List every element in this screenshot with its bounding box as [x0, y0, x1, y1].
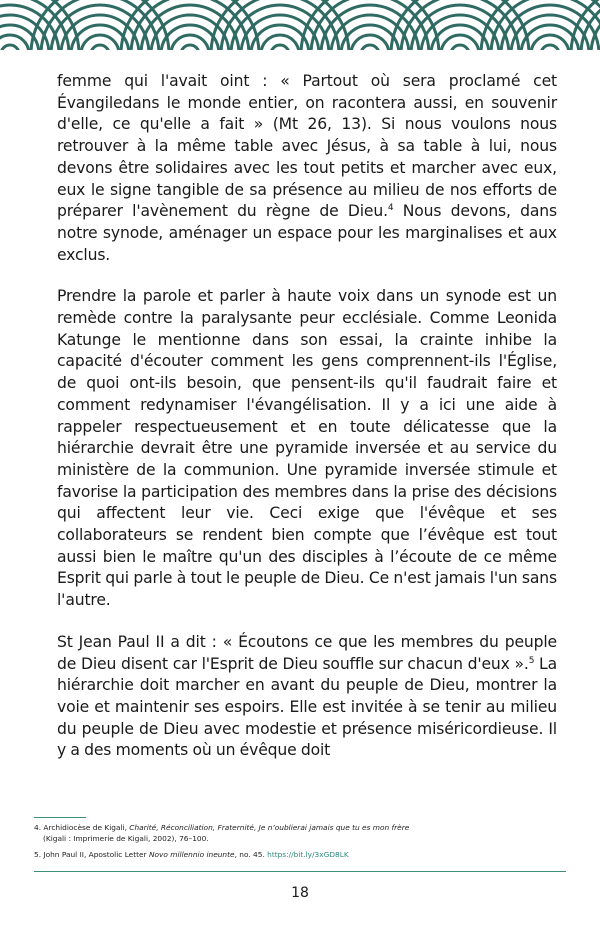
body-text [57, 71, 557, 762]
footnote-title: Novo millennio ineunte [148, 850, 235, 859]
decorative-header-band [0, 0, 600, 50]
footnote-number: 5. [34, 850, 42, 859]
footnote-rest: , no. 45. [234, 850, 268, 859]
footnote-lead: Archidiocèse de Kigali, [43, 823, 130, 832]
footnote-5 [34, 849, 554, 860]
header-arc [261, 35, 299, 50]
paragraph-2 [57, 286, 557, 612]
paragraph-text: femme qui l'avait oint : « Partout où sera proclamé cet Évangiledans le monde entier, on racontera aussi, en souvenir d'elle, ce qu'elle a fait » (Mt 26, 13). Si nous voulons nous retrouver à la même table avec Jésus, à sa table à lui, nous devons être solidaires avec les tout petits et marcher avec eux, eux le signe tangible de sa présence au milieu de nos efforts de préparer l'avènement du règne de Dieu. [57, 72, 557, 221]
header-arc [451, 45, 469, 50]
header-arc [271, 45, 289, 50]
footnote-ref-4[interactable]: 4 [387, 203, 394, 214]
header-arc [541, 45, 559, 50]
footnotes [34, 822, 554, 860]
paragraph-text: St Jean Paul II a dit : « Écoutons ce que les membres du peuple de Dieu disent car l'Esprit de Dieu souffle sur chacun d'eux ». [57, 632, 557, 673]
footnote-ref-5[interactable]: 5 [528, 655, 535, 666]
paragraph-text: La hiérarchie doit marcher en avant du peuple de Dieu, montrer la voie et maintenir ses espoirs. Elle est invitée à se tenir au milieu du peuple de Dieu avec modestie et présence miséricordieuse. Il y a des moments où un évêque doit [57, 654, 557, 760]
header-arc [81, 35, 119, 50]
header-arc [441, 35, 479, 50]
paragraph-text: Prendre la parole et parler à haute voix dans un synode est un remède contre la paralysante peur ecclésiale. Comme Leonida Katunge le mentionne dans son essai, la crainte inhibe la capacité d'écouter comment les gens comprennent-ils l'Église, de quoi ont-ils besoin, que pensent-ils qu'il faudrait faire et comment redynamiser l'évangélisation. Il y a ici une aide à rappeler respectueusement et en toute délicatesse que la hiérarchie devrait être une pyramide inversée et au service du ministère de la communion. Une pyramide inversée stimule et favorise la participation des membres dans la prise des décisions qui affectent leur vie. Ceci exige que l'évêque et ses collaborateurs se rendent bien compte que l’évêque est tout aussi bien le maître qu'un des disciples à l’écoute de ce même Esprit qui parle à tout le peuple de Dieu. Ce n'est jamais l'un sans l'autre. [57, 287, 557, 610]
footnote-4 [34, 822, 554, 844]
footnote-rest: (Kigali : Imprimerie de Kigali, 2002), 76–100. [43, 834, 209, 843]
footnote-divider [34, 817, 86, 818]
header-arc [361, 45, 379, 50]
footnote-number: 4. [34, 823, 42, 832]
footnote-lead: John Paul II, Apostolic Letter [43, 850, 149, 859]
page-number: 18 [291, 885, 309, 901]
header-arc [171, 35, 209, 50]
paragraph-1 [57, 71, 557, 266]
header-arc [181, 45, 199, 50]
footnote-link[interactable]: https://bit.ly/3xGD8LK [267, 850, 349, 859]
header-arc [1, 45, 19, 50]
paragraph-3 [57, 632, 557, 762]
header-arc [91, 45, 109, 50]
footnote-title: Charité, Réconciliation, Fraternité, Je n’oublierai jamais que tu es mon frère [129, 823, 410, 832]
header-arc [531, 35, 569, 50]
paragraph-text: Nous devons, dans notre synode, aménager un espace pour les marginalises et aux exclus. [57, 202, 557, 264]
concentric-arcs-pattern [0, 0, 600, 50]
bottom-divider [34, 871, 566, 872]
header-arc [351, 35, 389, 50]
